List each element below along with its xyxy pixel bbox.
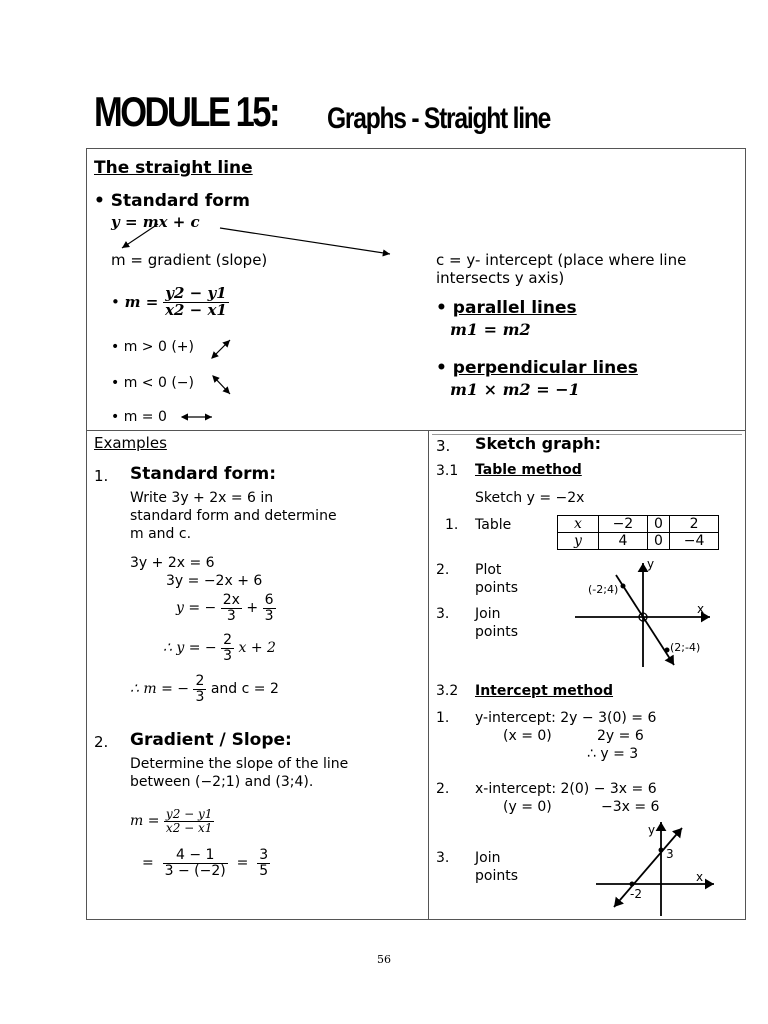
- x-axis-label: x: [696, 870, 704, 884]
- x-axis-label: x: [697, 602, 705, 616]
- arrow-to-m: [122, 224, 158, 248]
- sketch-number: 3.: [436, 437, 451, 455]
- fraction-denominator: 3: [223, 647, 233, 664]
- fraction-denominator: 5: [259, 862, 269, 879]
- example2-calculation-fraction: [163, 848, 228, 878]
- table-row: [558, 516, 719, 533]
- y-intercept-number: 1.: [436, 710, 450, 726]
- table-header-cell: y: [558, 533, 599, 550]
- y-intercept-point: [659, 848, 664, 853]
- x-intercept-line2: −3x = 6: [601, 799, 660, 815]
- intercept-method-number: 3.2: [436, 683, 459, 699]
- module-title: MODULE 15:: [94, 88, 278, 135]
- x-intercept-number: 2.: [436, 781, 450, 797]
- gradient-formula-denominator: x2 − x1: [165, 300, 227, 319]
- table-cell: 2: [670, 516, 719, 533]
- example1-step4-rhs: x + 2: [238, 640, 276, 657]
- point-2: [665, 648, 670, 653]
- example1-title: Standard form:: [130, 464, 277, 484]
- example1-conclusion-fraction: [193, 674, 206, 704]
- example1-step1: 3y + 2x = 6: [130, 555, 215, 571]
- example1-step3-fraction1: [221, 593, 242, 623]
- y-intercept-condition: (x = 0): [503, 728, 552, 744]
- y-intercept-line1: y-intercept: 2y − 3(0) = 6: [475, 710, 657, 726]
- table-row: [558, 533, 719, 550]
- intercept-method-title: Intercept method: [475, 683, 614, 699]
- example1-conclusion-lhs: ∴ m = −: [130, 681, 189, 698]
- equals-sign: =: [142, 855, 154, 872]
- table-cell: 0: [647, 533, 669, 550]
- join2-step-line2: points: [475, 868, 518, 884]
- parallel-lines-heading: • parallel lines: [436, 298, 577, 318]
- example1-step2: 3y = −2x + 6: [166, 573, 263, 589]
- example1-conclusion: [130, 674, 279, 704]
- example1-step3-lhs: y = −: [176, 600, 217, 617]
- fraction-numerator: y2 − y1: [165, 807, 213, 821]
- y-intercept-result: ∴ y = 3: [587, 746, 639, 762]
- example1-line3: m and c.: [130, 526, 192, 542]
- gradient-formula-lhs: m =: [124, 292, 159, 311]
- join2-step-line1: Join: [475, 850, 501, 866]
- fraction-denominator: 3: [195, 688, 205, 705]
- example2-formula: [130, 808, 214, 834]
- positive-slope-text: m > 0 (+): [123, 339, 194, 355]
- point-1-label: (-2;4): [588, 583, 619, 596]
- examples-heading: Examples: [94, 434, 167, 452]
- table-cell: −2: [599, 516, 648, 533]
- standard-form-label: Standard form: [110, 191, 251, 211]
- example2-line2: between (−2;1) and (3;4).: [130, 774, 314, 790]
- gradient-formula-fraction: [163, 286, 229, 319]
- table-method-title: Table method: [475, 462, 582, 478]
- gradient-formula: • m = $\frac{y2 - y1}{x2 - x1}$: [111, 284, 227, 319]
- example1-number: 1.: [94, 467, 109, 485]
- page-number: 56: [377, 953, 391, 966]
- negative-slope-label: • m < 0 (−): [111, 375, 194, 391]
- fraction-numerator: 2: [195, 673, 205, 689]
- example1-step4-fraction: [221, 633, 234, 663]
- fraction-denominator: 3: [264, 607, 274, 624]
- point-1: [621, 584, 626, 589]
- example2-formula-fraction: [164, 808, 215, 834]
- point-2-label: (2;-4): [670, 641, 701, 654]
- intercept-method-graph: [592, 818, 722, 918]
- sketch-title: Sketch graph:: [475, 434, 602, 453]
- table-cell: 4: [599, 533, 648, 550]
- fraction-numerator: 2x: [222, 592, 240, 608]
- example2-calculation: [142, 848, 270, 878]
- plot-step-number: 2.: [436, 562, 450, 578]
- y-intercept-line2: 2y = 6: [597, 728, 644, 744]
- perpendicular-lines-equation: m1 × m2 = −1: [450, 380, 580, 399]
- perpendicular-lines-label: perpendicular lines: [452, 358, 638, 378]
- zero-slope-label: • m = 0: [111, 409, 167, 425]
- fraction-denominator: 3: [226, 607, 236, 624]
- module-subtitle: Graphs - Straight line: [327, 102, 551, 135]
- x-intercept-point: [630, 882, 635, 887]
- x-intercept-label: -2: [630, 887, 642, 901]
- fraction-numerator: 3: [259, 847, 269, 863]
- example1-line2: standard form and determine: [130, 508, 337, 524]
- values-table: [557, 515, 719, 550]
- zero-slope-text: m = 0: [123, 409, 167, 425]
- example2-line1: Determine the slope of the line: [130, 756, 349, 772]
- join-step-number: 3.: [436, 606, 450, 622]
- example2-title: Gradient / Slope:: [130, 730, 292, 750]
- example1-step4-lhs: ∴ y = −: [163, 640, 217, 657]
- positive-slope-label: • m > 0 (+): [111, 339, 194, 355]
- fraction-numerator: 6: [264, 592, 274, 608]
- table-method-graph: [570, 555, 720, 675]
- gradient-formula-numerator: y2 − y1: [163, 286, 229, 303]
- sketch-equation: Sketch y = −2x: [475, 490, 585, 506]
- example1-line1: Write 3y + 2x = 6 in: [130, 490, 274, 506]
- join2-step-number: 3.: [436, 850, 450, 866]
- fraction-denominator: x2 − x1: [165, 820, 213, 835]
- arrow-to-c: [220, 228, 390, 254]
- fraction-numerator: 2: [223, 632, 233, 648]
- intercept-definition-line2: intersects y axis): [436, 269, 565, 287]
- table-cell: −4: [670, 533, 719, 550]
- example1-conclusion-rhs: and c = 2: [210, 681, 279, 698]
- parallel-lines-equation: m1 = m2: [450, 320, 531, 339]
- standard-form-equation: y = mx + c: [111, 213, 200, 231]
- table-step-label: Table: [475, 517, 512, 533]
- example2-result-fraction: [257, 848, 270, 878]
- plus-sign: +: [246, 600, 259, 617]
- y-axis-label: y: [648, 823, 656, 837]
- example1-step3: [176, 593, 276, 623]
- x-intercept-condition: (y = 0): [503, 799, 552, 815]
- plot-step-line1: Plot: [475, 562, 502, 578]
- gradient-definition: m = gradient (slope): [111, 251, 268, 269]
- y-axis-label: y: [647, 557, 655, 571]
- table-header-cell: x: [558, 516, 599, 533]
- graph-line-tail: [614, 900, 620, 907]
- join-step-line2: points: [475, 624, 518, 640]
- join-step-line1: Join: [475, 606, 501, 622]
- negative-slope-text: m < 0 (−): [123, 375, 194, 391]
- section-heading: The straight line: [94, 158, 253, 178]
- fraction-denominator: 3 − (−2): [164, 862, 226, 879]
- standard-form-heading: • Standard form: [94, 191, 251, 211]
- positive-slope-icon: [212, 340, 230, 358]
- perpendicular-lines-heading: • perpendicular lines: [436, 358, 638, 378]
- plot-step-line2: points: [475, 580, 518, 596]
- x-intercept-line1: x-intercept: 2(0) − 3x = 6: [475, 781, 657, 797]
- example2-number: 2.: [94, 733, 109, 751]
- y-intercept-label: 3: [666, 847, 674, 861]
- table-cell: 0: [647, 516, 669, 533]
- negative-slope-icon: [213, 376, 230, 394]
- parallel-lines-label: parallel lines: [452, 298, 577, 318]
- example1-step3-fraction2: [263, 593, 276, 623]
- example2-formula-lhs: m =: [130, 813, 160, 830]
- equals-sign: =: [236, 855, 249, 872]
- table-method-number: 3.1: [436, 463, 459, 479]
- example1-step4: [163, 633, 276, 663]
- intercept-definition-line1: c = y- intercept (place where line: [436, 251, 687, 269]
- fraction-numerator: 4 − 1: [163, 848, 228, 864]
- table-step-number: 1.: [445, 517, 459, 533]
